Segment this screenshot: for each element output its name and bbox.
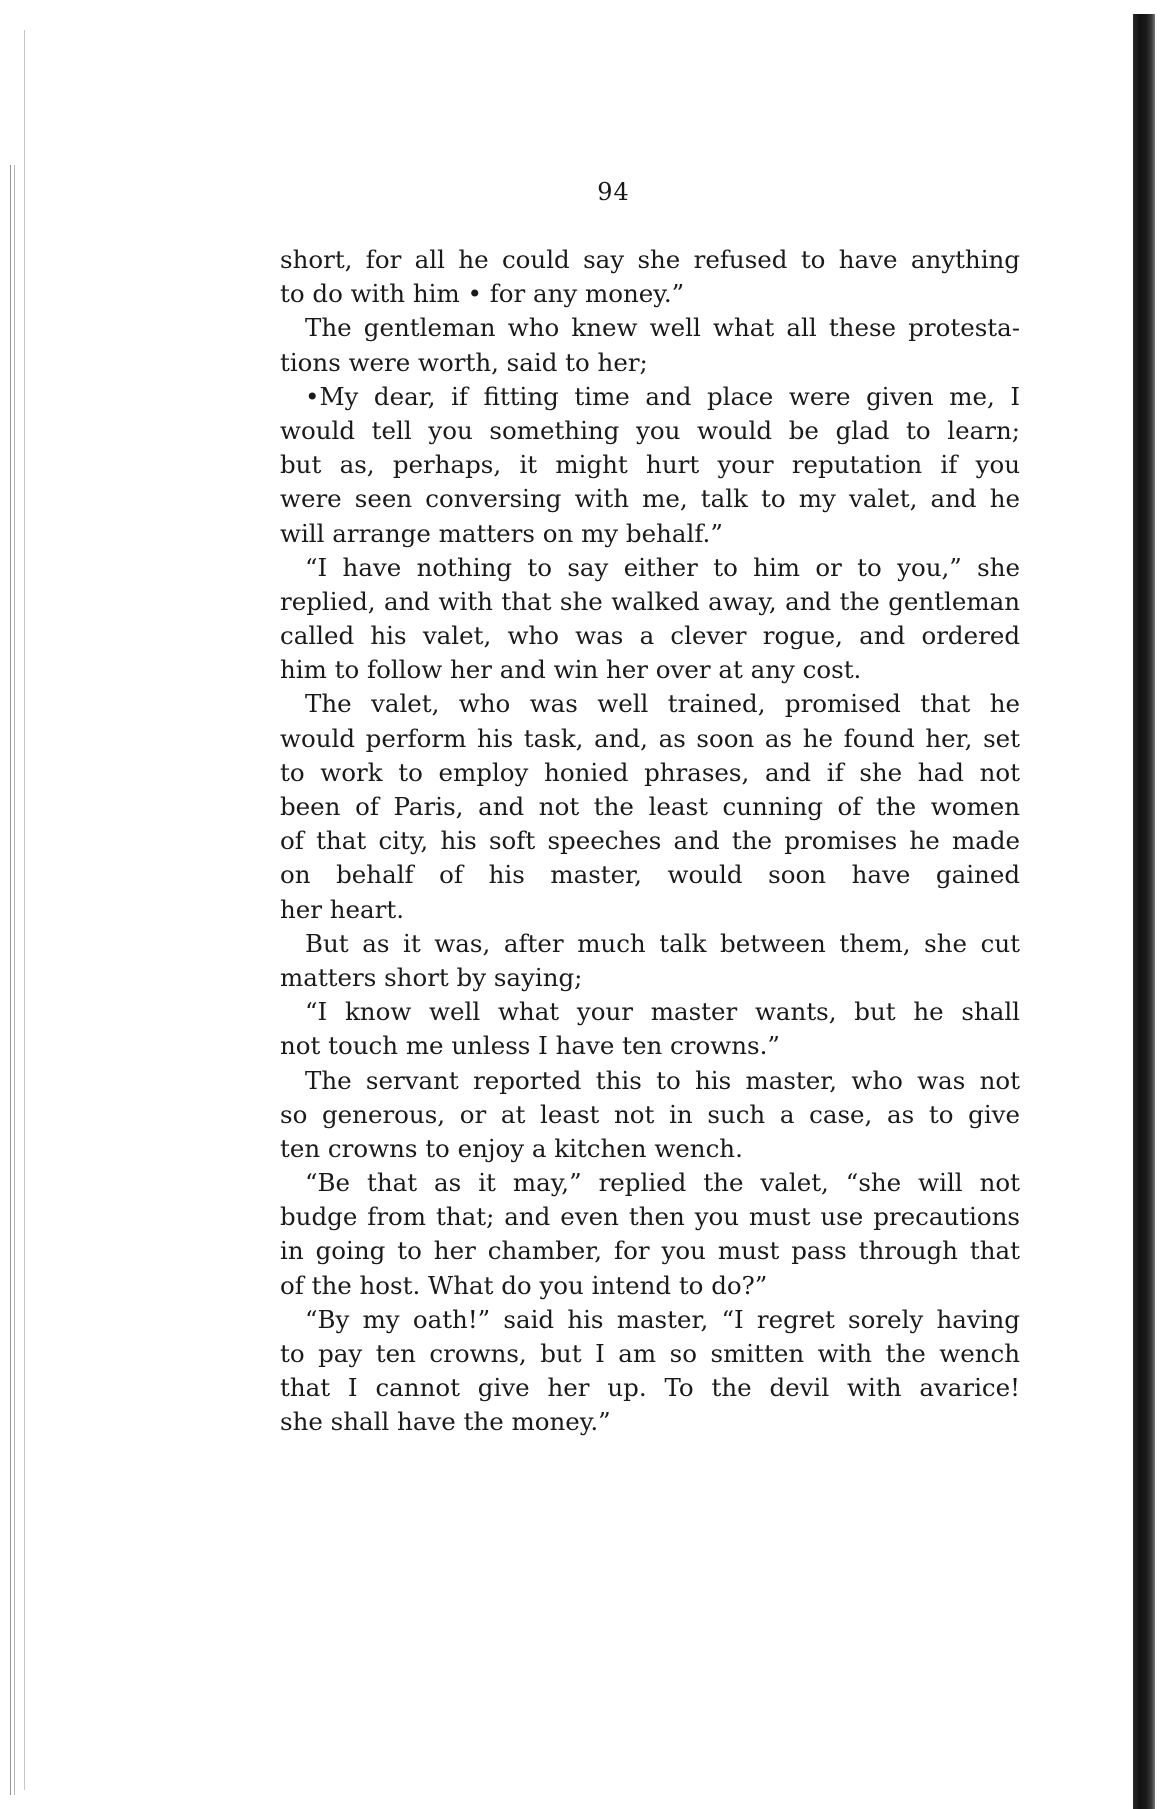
text-line: so generous, or at least not in such a case, as to give <box>280 1099 1020 1129</box>
text-line: budge from that; and even then you must use precautions <box>280 1202 1020 1232</box>
text-line: were seen conversing with me, talk to my valet, and he <box>280 484 1020 514</box>
text-line: “I know well what your master wants, but he shall <box>305 997 1020 1027</box>
text-line: The servant reported this to his master, who was not <box>305 1065 1020 1095</box>
paragraph <box>280 380 1020 551</box>
text-line: ten crowns to enjoy a kitchen wench. <box>280 1133 743 1163</box>
text-line: But as it was, after much talk between them, she cut <box>305 928 1020 958</box>
text-line: would perform his task, and, as soon as he found her, set <box>280 723 1020 753</box>
text-line: called his valet, who was a clever rogue, and ordered <box>280 621 1020 651</box>
text-line: short, for all he could say she refused to have anything <box>280 245 1020 274</box>
text-line: would tell you something you would be glad to learn; <box>280 415 1020 445</box>
paragraph <box>280 243 1020 311</box>
text-line: The valet, who was well trained, promised that he <box>305 689 1020 719</box>
text-line: her heart. <box>280 894 405 924</box>
text-line: replied, and with that she walked away, and the gentleman <box>280 586 1020 616</box>
text-line: will arrange matters on my behalf.” <box>280 518 723 548</box>
page-number: 94 <box>597 178 630 206</box>
text-line: “Be that as it may,” replied the valet, “she will not <box>305 1168 1020 1198</box>
scan-edge-left-line <box>24 30 25 1790</box>
text-line: but as, perhaps, it might hurt your reputation if you <box>280 450 1020 480</box>
paragraph <box>280 551 1020 688</box>
text-line: that I cannot give her up. To the devil with avarice! <box>280 1373 1020 1403</box>
scan-edge-left <box>10 165 15 1795</box>
text-line: of the host. What do you intend to do?” <box>280 1270 768 1300</box>
text-line: in going to her chamber, for you must pass through that <box>280 1236 1020 1266</box>
text-line: she shall have the money.” <box>280 1407 611 1437</box>
paragraph <box>280 1064 1020 1167</box>
text-line: not touch me unless I have ten crowns.” <box>280 1031 780 1061</box>
paragraph <box>280 1303 1020 1440</box>
text-line: been of Paris, and not the least cunning of the women <box>280 792 1020 821</box>
text-line: of that city, his soft speeches and the promises he made <box>280 826 1020 856</box>
text-line: to work to employ honied phrases, and if she had not <box>280 757 1020 787</box>
text-line: “By my oath!” said his master, “I regret sorely having <box>305 1304 1020 1334</box>
body-text <box>280 243 1020 1440</box>
text-line: •My dear, if fitting time and place were given me, I <box>305 381 1020 411</box>
scan-edge-right <box>1133 14 1155 1809</box>
paragraph <box>280 995 1020 1063</box>
text-line: The gentleman who knew well what all these protesta- <box>305 313 1020 343</box>
text-line: tions were worth, said to her; <box>280 347 648 377</box>
text-line: to pay ten crowns, but I am so smitten with the wench <box>280 1339 1020 1368</box>
paragraph <box>280 927 1020 995</box>
paragraph <box>280 687 1020 926</box>
text-line: to do with him • for any money.” <box>280 279 685 309</box>
paragraph <box>280 1166 1020 1303</box>
text-line: him to follow her and win her over at any cost. <box>280 655 862 685</box>
text-line: matters short by saying; <box>280 962 583 992</box>
paragraph <box>280 311 1020 379</box>
text-line: on behalf of his master, would soon have gained <box>280 860 1020 890</box>
text-line: “I have nothing to say either to him or to you,” she <box>305 552 1020 582</box>
